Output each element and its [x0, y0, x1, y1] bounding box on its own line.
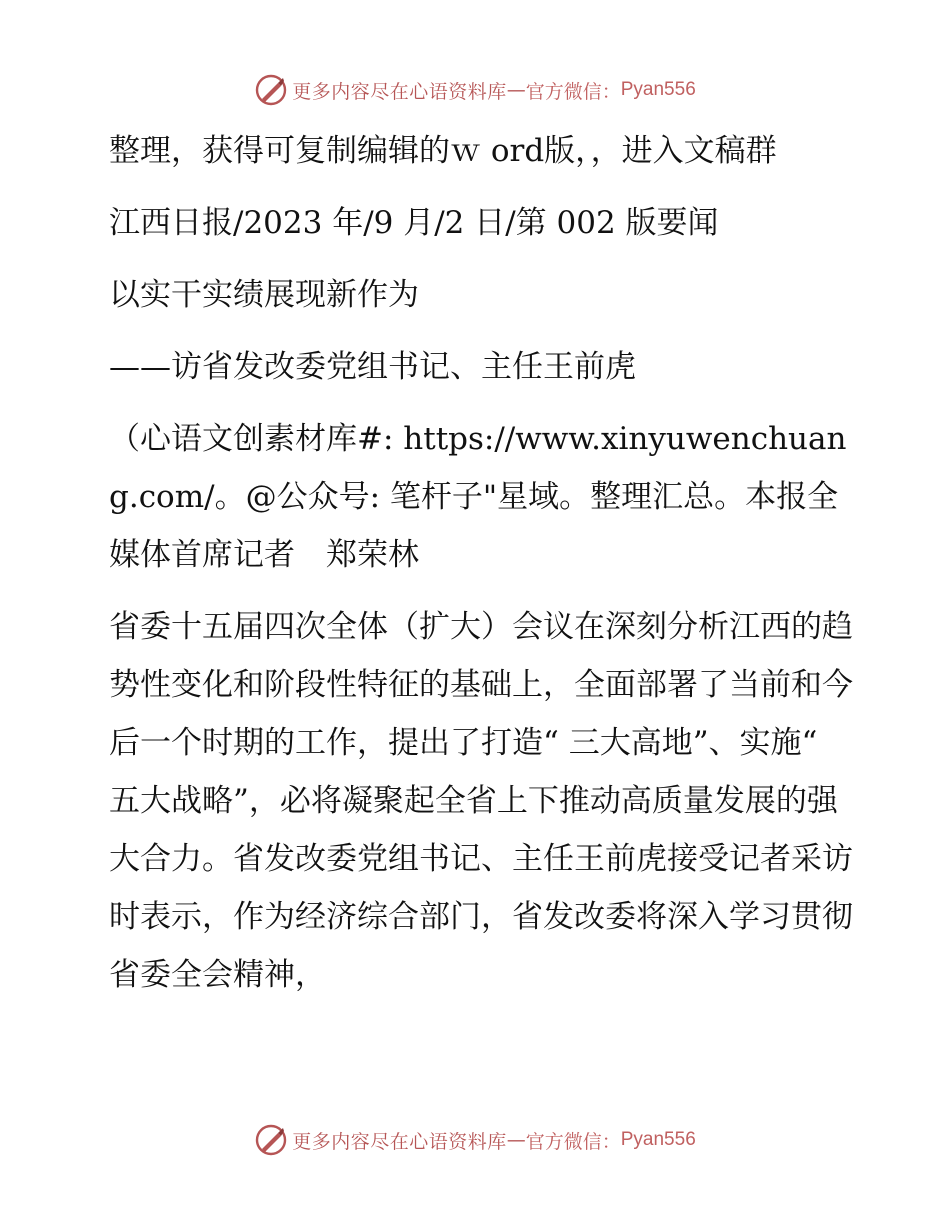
body-paragraph: 省委十五届四次全体（扩大）会议在深刻分析江西的趋势性变化和阶段性特征的基础上，全面部署了当前和今后一个时期的工作，提出了打造“ 三大高地”、实施“ 五大战略”，必将凝聚起全省上下推动高质量发展的强大合力。省发改委党组书记、主任王前虎接受记者采访时表示，作为经济综合部门，省发改委将深入学习贯彻省委全会精神，: [109, 609, 853, 993]
banner-site-text: 更多内容尽在心语资料库: [292, 1130, 507, 1153]
byline-paragraph: （心语文创素材库#: https://www.xinyuwenchuang.com/。@公众号: 笔杆子"星域。整理汇总。本报全媒体首席记者 郑荣林: [109, 421, 847, 573]
banner-wechat-id: Pyan556: [620, 1129, 696, 1150]
header-watermark-banner: [0, 70, 950, 110]
intro-paragraph: 整理，获得可复制编辑的ｗ ord版，，进入文稿群: [109, 133, 777, 169]
source-line: 江西日报/2023 年/9 月/2 日/第 002 版要闻: [109, 205, 719, 241]
document-body: [97, 122, 857, 1004]
banner-wechat-label: 官方微信：: [525, 80, 621, 103]
banner-wechat-id: Pyan556: [620, 79, 696, 100]
article-title: 以实干实绩展现新作为: [109, 277, 419, 313]
banner-dash: —: [506, 79, 526, 101]
article-subtitle: ——访省发改委党组书记、主任王前虎: [109, 349, 636, 385]
banner-wechat-label: 官方微信：: [525, 1130, 621, 1153]
quill-pen-circle-icon: [254, 1123, 288, 1157]
banner-dash: —: [506, 1129, 526, 1151]
quill-pen-circle-icon: [254, 73, 288, 107]
footer-watermark-banner: [0, 1120, 950, 1160]
banner-site-text: 更多内容尽在心语资料库: [292, 80, 507, 103]
